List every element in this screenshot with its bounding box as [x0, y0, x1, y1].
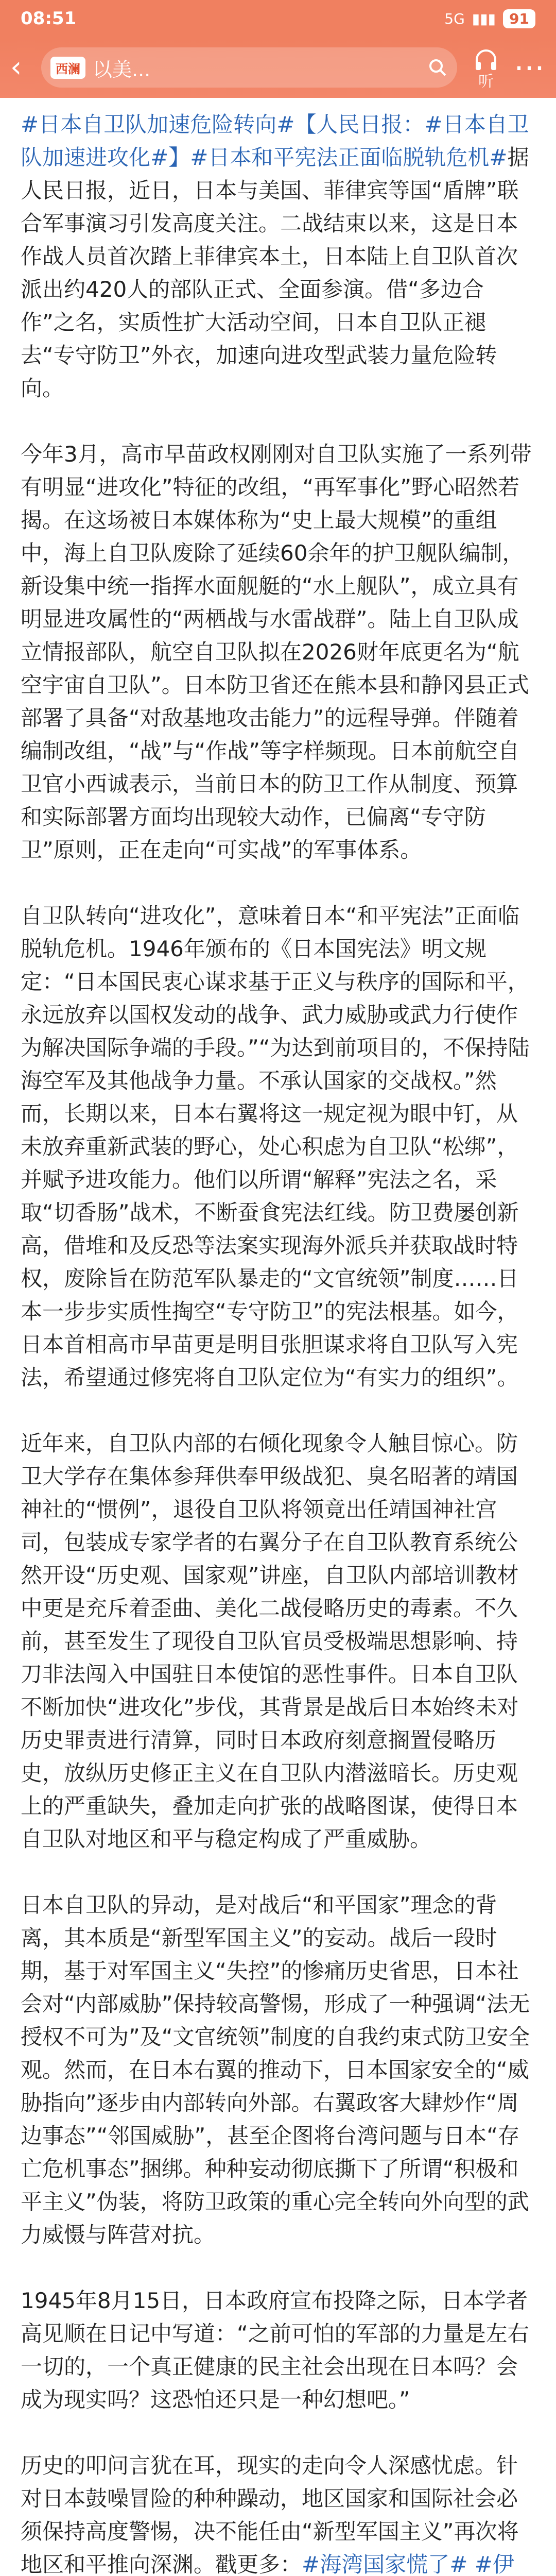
network-label: 5G — [444, 10, 465, 27]
more-icon[interactable]: ⋯ — [514, 49, 546, 86]
status-icons — [444, 9, 535, 28]
chevron-left-icon[interactable]: ‹ — [10, 50, 22, 84]
paragraph-7 — [21, 2449, 535, 2576]
paragraph-1 — [21, 108, 535, 405]
search-icon[interactable] — [427, 57, 448, 78]
listen-label: 听 — [478, 73, 494, 91]
headphones-icon — [472, 45, 500, 74]
search-box[interactable] — [41, 47, 457, 88]
paragraph-2: 今年3月，高市早苗政权刚刚对自卫队实施了一系列带有明显“进攻化”特征的改组，“再军事化”野心昭然若揭。在这场被日本媒体称为“史上最大规模”的重组中，海上自卫队废除了延续60余年的护卫舰队编制，新设集中统一指挥水面舰艇的“水上舰队”，成立具有明显进攻属性的“两栖战与水雷战群”。陆上自卫队成立情报部队，航空自卫队拟在2026财年底更名为“航空宇宙自卫队”。日本防卫省还在熊本县和静冈县正式部署了具备“对敌基地攻击能力”的远程导弹。伴随着编制改组，“战”与“作战”等字样频现。日本前航空自卫官小西诚表示，当前日本的防卫工作从制度、预算和实际部署方面均出现较大动作，已偏离“专守防卫”原则，正在走向“可实战”的军事体系。 — [21, 442, 532, 862]
paragraph-5: 日本自卫队的异动，是对战后“和平国家”理念的背离，其本质是“新型军国主义”的妄动。战后一段时期，基于对军国主义“失控”的惨痛历史省思，日本社会对“内部威胁”保持较高警惕，形成了一种强调“法无授权不可为”及“文官统领”制度的自我约束式防卫安全观。然而，在日本右翼的推动下，日本国家安全的“威胁指向”逐步由内部转向外部。右翼政客大肆炒作“周边事态”“邻国威胁”，甚至企图将台湾问题与日本“存亡危机事态”捆绑。种种妄动彻底撕下了所谓“积极和平主义”伪装，将防卫政策的重心完全转向外向型的武力威慑与阵营对抗。 — [21, 1892, 530, 2247]
paragraph-6: 1945年8月15日，日本政府宣布投降之际，日本学者高见顺在日记中写道：“之前可怕的军部的力量是左右一切的，一个真正健康的民主社会出现在日本吗？会成为现实吗？这恐怕还只是一种幻想吧。” — [21, 2288, 529, 2412]
search-text: 以美... — [93, 58, 151, 81]
signal-icon: ▮▮▮ — [472, 10, 496, 27]
search-tag: 西澜 — [50, 57, 85, 79]
paragraph-text: 历史的叩问言犹在耳，现实的走向令人深感忧虑。针对日本鼓噪冒险的种种躁动，地区国家和国际社会必须保持高度警惕，决不能任由“新型军国主义”再次将地区和平推向深渊。戳更多： — [21, 2453, 519, 2576]
paragraph-text: 据人民日报，近日，日本与美国、菲律宾等国“盾牌”联合军事演习引发高度关注。二战结束以来，这是日本作战人员首次踏上菲律宾本土，日本陆上自卫队首次派出约420人的部队正式、全面参演。借“多边合作”之名，实质性扩大活动空间，日本自卫队正褪去“专守防卫”外衣，加速向进攻型武装力量危险转向。 — [21, 145, 529, 401]
article-body — [0, 98, 556, 2576]
top-nav-bar — [0, 37, 556, 98]
paragraph-3: 自卫队转向“进攻化”，意味着日本“和平宪法”正面临脱轨危机。1946年颁布的《日本国宪法》明文规定：“日本国民衷心谋求基于正义与秩序的国际和平，永远放弃以国权发动的战争、武力威胁或武力行使作为解决国际争端的手段。”“为达到前项目的，不保持陆海空军及其他战争力量。不承认国家的交战权。”然而，长期以来，日本右翼将这一规定视为眼中钉，从未放弃重新武装的野心，处心积虑为自卫队“松绑”，并赋予进攻能力。他们以所谓“解释”宪法之名，采取“切香肠”战术，不断蚕食宪法红线。防卫费屡创新高，借堆和及反恐等法案实现海外派兵并获取战时特权，废除旨在防范军队暴走的“文官统领”制度……日本一步步实质性掏空“专守防卫”的宪法根基。如今，日本首相高市早苗更是明目张胆谋求将自卫队写入宪法，希望通过修宪将自卫队定位为“有实力的组织”。 — [21, 903, 530, 1390]
paragraph-4: 近年来，自卫队内部的右倾化现象令人触目惊心。防卫大学存在集体参拜供奉甲级战犯、臭名昭著的靖国神社的“惯例”，退役自卫队将领竟出任靖国神社宫司，包装成专家学者的右翼分子在自卫队教育系统公然开设“历史观、国家观”讲座，自卫队内部培训教材中更是充斥着歪曲、美化二战侵略历史的毒素。不久前，甚至发生了现役自卫队官员受极端思想影响、持刀非法闯入中国驻日本使馆的恶性事件。日本自卫队不断加快“进攻化”步伐，其背景是战后日本始终未对历史罪责进行清算，同时日本政府刻意搁置侵略历史，放纵历史修正主义在自卫队内潜滋暗长。历史观上的严重缺失，叠加走向扩张的战略图谋，使得日本自卫队对地区和平与稳定构成了严重威胁。 — [21, 1431, 519, 1852]
status-bar — [0, 0, 556, 37]
battery-indicator: 91 — [503, 9, 535, 28]
hashtag-link[interactable]: #日本自卫队加速危险转向# — [21, 112, 295, 137]
hashtag-link[interactable]: #日本和平宪法正面临脱轨危机# — [190, 145, 508, 170]
hashtag-link[interactable]: #伊 — [474, 2552, 514, 2576]
listen-button[interactable] — [472, 45, 500, 90]
hashtag-link[interactable]: 【人民日报：#日本自卫队加速进攻化#】 — [21, 112, 529, 170]
status-time: 08:51 — [21, 8, 77, 29]
hashtag-link[interactable]: #海湾国家慌了# — [302, 2552, 468, 2576]
